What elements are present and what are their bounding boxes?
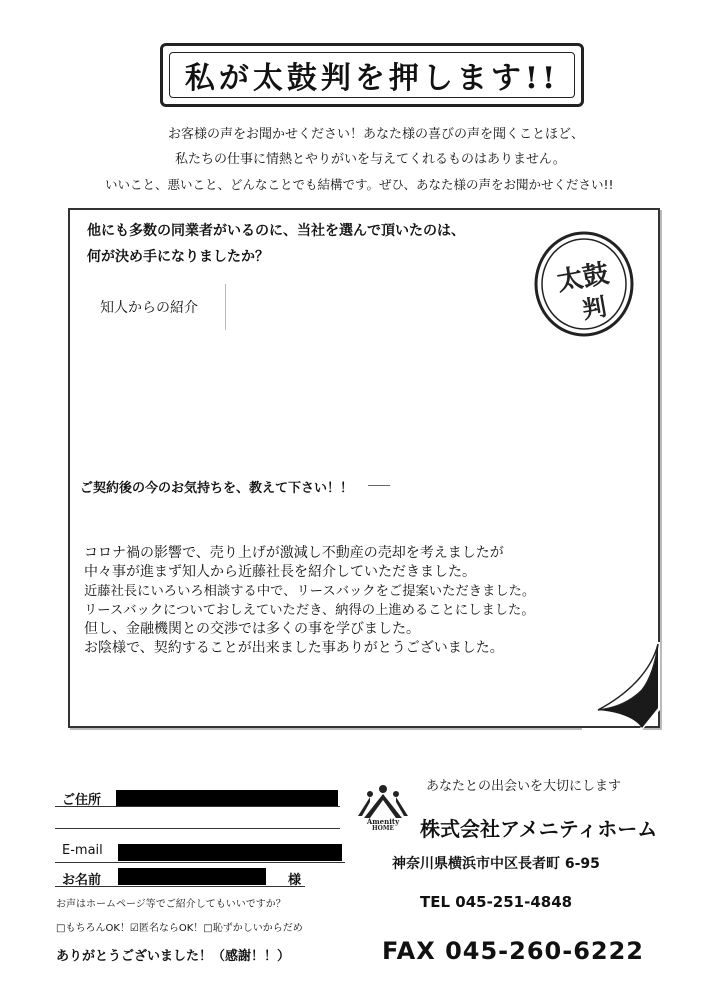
- question-1-line-1: 他にも多数の同業者がいるのに、当社を選んで頂いたのは、: [87, 223, 465, 239]
- page-curl-icon: [580, 640, 662, 732]
- thanks-text: ありがとうございました！（感謝！！）: [56, 949, 291, 964]
- company-fax: FAX 045-260-6222: [382, 937, 644, 965]
- email-label: E-mail: [62, 843, 103, 858]
- address-redaction: [116, 790, 338, 806]
- page-title: 私が太鼓判を押します!!: [184, 61, 560, 96]
- email-redaction: [118, 844, 342, 861]
- svg-text:判: 判: [580, 291, 609, 325]
- svg-text:Amenity: Amenity: [366, 817, 400, 826]
- svg-text:太鼓: 太鼓: [554, 258, 612, 298]
- address-rule: [55, 806, 340, 807]
- company-address: 神奈川県横浜市中区長者町 6-95: [392, 856, 600, 872]
- company-tagline: あなたとの出会いを大切にします: [426, 779, 622, 794]
- answer-2-line: リースバックについておしえていただき、納得の上進めることにしました。: [84, 603, 535, 618]
- intro-line-2: 私たちの仕事に情熱とやりがいを与えてくれるものはありません。: [175, 152, 566, 167]
- name-suffix: 様: [288, 873, 302, 888]
- answer-2-line: 中々事が進まず知人から近藤社長を紹介していただきました。: [84, 564, 476, 580]
- company-name: 株式会社アメニティホーム: [420, 817, 658, 841]
- amenity-home-logo-icon: [350, 782, 416, 830]
- taikoban-stamp-icon: [532, 230, 636, 338]
- name-rule: [55, 886, 305, 887]
- name-label: お名前: [62, 873, 102, 888]
- question-2: ご契約後の今のお気持ちを、教えて下さい！！: [80, 481, 354, 496]
- answer-2: [84, 544, 535, 658]
- question-1-line-2: 何が決め手になりましたか？: [87, 249, 269, 265]
- answer-2-line: 近藤社長にいろいろ相談する中で、リースバックをご提案いただきました。: [84, 584, 536, 599]
- title-banner: [160, 43, 584, 107]
- consent-options: □もちろんOK！☑匿名ならOK！□恥ずかしいからだめ: [56, 923, 303, 934]
- answer-2-line: コロナ禍の影響で、売り上げが激減し不動産の売却を考えましたが: [84, 545, 504, 561]
- consent-question: お声はホームページ等でご紹介してもいいですか？: [56, 899, 286, 910]
- name-redaction: [118, 868, 266, 885]
- answer-2-line: 但し、金融機関との交渉では多くの事を学びました。: [84, 621, 420, 637]
- email-rule: [55, 862, 345, 863]
- intro-line-1: お客様の声をお聞かせください！あなた様の喜びの声を聞くことほど、: [168, 127, 585, 142]
- question-2-rule: [368, 485, 390, 486]
- svg-text:HOME: HOME: [371, 825, 395, 830]
- answer-2-line: お陰様で、契約することが出来ました事ありがとうございました。: [84, 640, 504, 656]
- company-tel: TEL 045-251-4848: [420, 893, 573, 911]
- answer-1: 知人からの紹介: [100, 300, 198, 316]
- address-label: ご住所: [62, 793, 102, 808]
- address-rule-2: [55, 828, 340, 829]
- intro-line-3: いいこと、悪いこと、どんなことでも結構です。ぜひ、あなた様の声をお聞かせください!!: [105, 177, 614, 192]
